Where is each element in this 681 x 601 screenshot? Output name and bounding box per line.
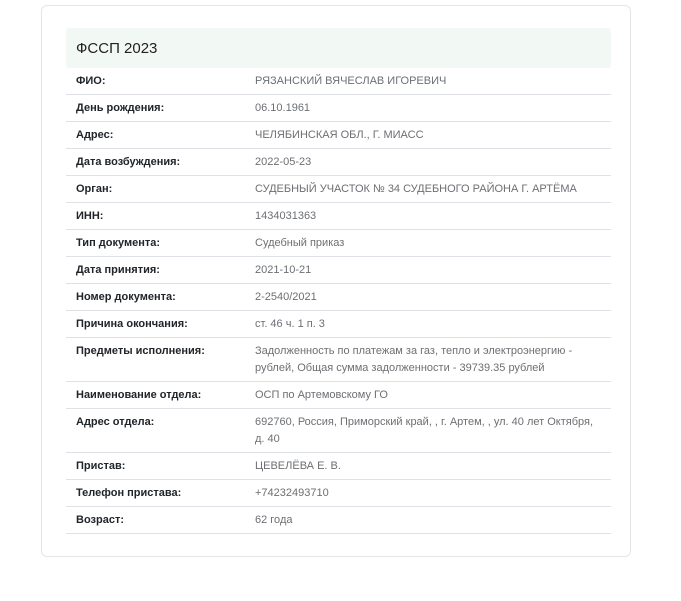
row-label: Возраст: xyxy=(76,514,124,526)
row-value: Задолженность по платежам за газ, тепло и электроэнергию - рублей, Общая сумма задолженности - 39739.35 рублей xyxy=(255,345,573,374)
row-department-address xyxy=(66,409,611,453)
row-label: Тип документа: xyxy=(76,237,161,249)
row-value: 2022-05-23 xyxy=(255,155,312,168)
row-value: ЦЕВЕЛЁВА Е. В. xyxy=(255,459,341,472)
row-label: Дата принятия: xyxy=(76,264,160,276)
row-value: СУДЕБНЫЙ УЧАСТОК № 34 СУДЕБНОГО РАЙОНА Г. АРТЁМА xyxy=(255,182,577,195)
row-bailiff xyxy=(66,453,611,480)
row-value: 62 года xyxy=(255,513,293,526)
row-initiation-date xyxy=(66,149,611,176)
row-label: Пристав: xyxy=(76,460,126,472)
row-fio xyxy=(66,68,611,95)
row-label: Адрес: xyxy=(76,129,114,141)
row-value: 2-2540/2021 xyxy=(255,290,317,303)
row-adoption-date xyxy=(66,257,611,284)
row-birthday xyxy=(66,95,611,122)
row-label: День рождения: xyxy=(76,102,165,114)
row-value: 1434031363 xyxy=(255,209,317,222)
row-document-number xyxy=(66,284,611,311)
row-enforcement-subjects xyxy=(66,338,611,382)
row-value: РЯЗАНСКИЙ ВЯЧЕСЛАВ ИГОРЕВИЧ xyxy=(255,74,447,87)
row-label: Номер документа: xyxy=(76,291,176,303)
row-label: ФИО: xyxy=(76,75,106,87)
row-age xyxy=(66,507,611,534)
row-value: 2021-10-21 xyxy=(255,263,312,276)
row-value: ОСП по Артемовскому ГО xyxy=(255,388,388,401)
row-label: Дата возбуждения: xyxy=(76,156,181,168)
card-title: ФССП 2023 xyxy=(66,28,611,68)
fssp-card xyxy=(41,5,631,557)
row-authority xyxy=(66,176,611,203)
row-value: Судебный приказ xyxy=(255,236,345,249)
row-label: Адрес отдела: xyxy=(76,416,155,428)
row-label: Орган: xyxy=(76,183,113,195)
row-value: ст. 46 ч. 1 п. 3 xyxy=(255,317,325,330)
row-department-name xyxy=(66,382,611,409)
row-label: Предметы исполнения: xyxy=(76,345,205,357)
row-value: +74232493710 xyxy=(255,486,329,499)
row-label: Телефон пристава: xyxy=(76,487,182,499)
details-table xyxy=(66,68,611,534)
row-label: ИНН: xyxy=(76,210,104,222)
row-closure-reason xyxy=(66,311,611,338)
row-value: 692760, Россия, Приморский край, , г. Артем, , ул. 40 лет Октября, д. 40 xyxy=(255,416,593,445)
row-value: ЧЕЛЯБИНСКАЯ ОБЛ., Г. МИАСС xyxy=(255,128,424,141)
row-label: Причина окончания: xyxy=(76,318,188,330)
row-inn xyxy=(66,203,611,230)
row-bailiff-phone xyxy=(66,480,611,507)
row-value: 06.10.1961 xyxy=(255,101,311,114)
row-label: Наименование отдела: xyxy=(76,389,202,401)
row-document-type xyxy=(66,230,611,257)
row-address xyxy=(66,122,611,149)
